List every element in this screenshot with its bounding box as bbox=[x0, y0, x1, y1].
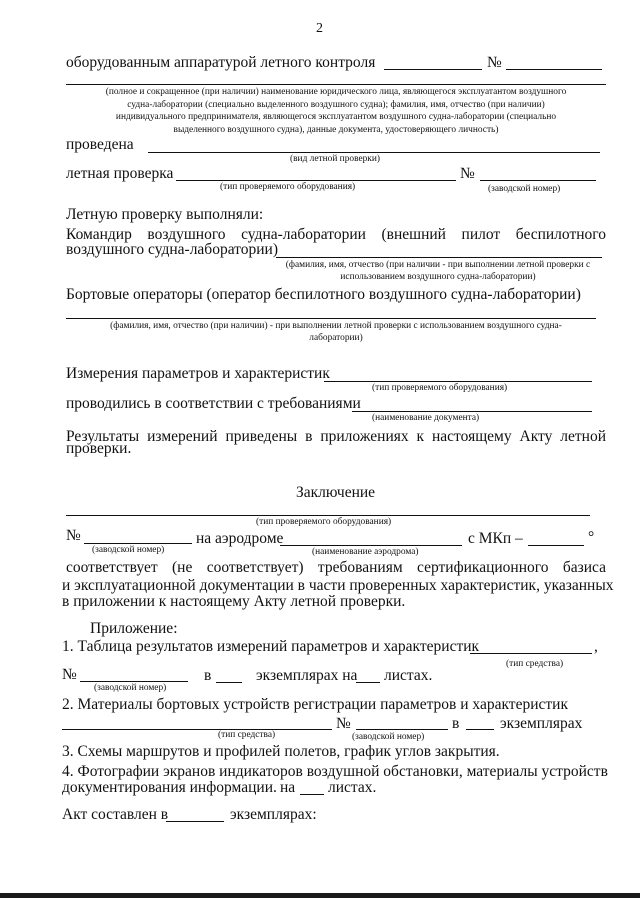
results-line-1: Результаты измерений приведены в приложениях к настоящему Акту летной bbox=[66, 428, 606, 445]
airfield-caption: (наименование аэродрома) bbox=[312, 547, 419, 557]
measurements-label: Измерения параметров и характеристик bbox=[66, 365, 330, 382]
header-equipment-text: оборудованным аппаратурой летного контроля bbox=[66, 54, 376, 71]
appendix-1-copies-on: экземплярах на bbox=[256, 667, 358, 684]
appendix-item-4-line-2a: документирования информации. bbox=[62, 779, 277, 796]
fill-line-serial-1 bbox=[80, 681, 188, 682]
serial-caption-2: (заводской номер) bbox=[352, 732, 425, 742]
tool-type-caption-2: (тип средства) bbox=[218, 730, 276, 740]
header-number-sign: № bbox=[487, 54, 502, 71]
fill-line-copies-2 bbox=[466, 729, 494, 730]
operator-caption-line: выделенного воздушного судна), данные документа, удостоверяющего личность) bbox=[173, 124, 499, 135]
scan-bottom-edge bbox=[0, 893, 640, 898]
conclusion-body-line-2: и эксплуатационной документации в части проверенных характеристик, указанных bbox=[62, 577, 614, 594]
fill-line-document bbox=[352, 411, 592, 412]
fill-line-check-type bbox=[148, 152, 600, 153]
at-airfield-label: на аэродроме bbox=[196, 530, 284, 547]
fill-line-copies-1 bbox=[216, 682, 242, 683]
fill-line-aircraft bbox=[384, 69, 482, 70]
performers-heading: Летную проверку выполняли: bbox=[66, 206, 264, 223]
commander-line-2: воздушного судна-лаборатории) bbox=[66, 241, 278, 258]
appendix-item-1-comma: , bbox=[594, 638, 598, 655]
tool-type-caption-1: (тип средства) bbox=[506, 659, 564, 669]
flight-check-number-sign: № bbox=[460, 165, 475, 182]
conducted-label: проведена bbox=[66, 136, 134, 153]
fill-line-commander bbox=[276, 257, 602, 258]
fill-line-sheets-1 bbox=[356, 682, 380, 683]
fill-line-tool-type-2 bbox=[62, 729, 332, 730]
document-caption: (наименование документа) bbox=[372, 413, 480, 423]
appendix-item-4-line-2c: листах. bbox=[328, 779, 377, 796]
operator-caption-line: (полное и сокращенное (при наличии) наименование юридического лица, являющегося эксплуатантом воздушного bbox=[105, 87, 567, 97]
onboard-operators-label: Бортовые операторы (оператор беспилотного воздушного судна-лаборатории) bbox=[66, 286, 581, 303]
appendix-item-4-line-1: 4. Фотографии экранов индикаторов воздушной обстановки, материалы устройств bbox=[62, 763, 608, 780]
fill-line-serial-2 bbox=[356, 729, 448, 730]
fill-line-operator bbox=[66, 84, 606, 85]
onboard-operators-caption bbox=[66, 320, 606, 344]
fill-line-mkp bbox=[528, 545, 584, 546]
commander-line-1: Командир воздушного судна-лаборатории (внешний пилот беспилотного bbox=[66, 226, 606, 243]
conclusion-number-sign: № bbox=[66, 527, 81, 544]
equipment-type-caption: (тип проверяемого оборудования) bbox=[220, 182, 356, 192]
appendix-item-2: 2. Материалы бортовых устройств регистрации параметров и характеристик bbox=[62, 696, 568, 713]
degree-sign: ° bbox=[588, 529, 595, 546]
appendix-heading: Приложение: bbox=[90, 620, 178, 637]
fill-line-tool-type-1 bbox=[470, 653, 592, 654]
operators-caption-line: лаборатории) bbox=[309, 333, 363, 343]
commander-caption bbox=[270, 259, 606, 283]
results-line-2: проверки. bbox=[66, 440, 132, 457]
measured-equipment-caption: (тип проверяемого оборудования) bbox=[372, 383, 508, 393]
commander-caption-line: (фамилия, имя, отчество (при наличии - при выполнении летной проверки с bbox=[285, 260, 591, 270]
act-copies-label: экземплярах: bbox=[230, 806, 317, 823]
appendix-1-in: в bbox=[204, 667, 212, 684]
operators-caption-line: (фамилия, имя, отчество (при наличии) - при выполнении летной проверки с использованием воздушного судна- bbox=[110, 321, 562, 331]
serial-caption-1: (заводской номер) bbox=[94, 683, 167, 693]
flight-check-label: летная проверка bbox=[66, 165, 174, 182]
conclusion-serial-caption: (заводской номер) bbox=[92, 545, 165, 555]
fill-line-onboard-operators bbox=[66, 318, 596, 319]
fill-line-equipment-type bbox=[176, 180, 456, 181]
fill-line-act-copies bbox=[166, 821, 224, 822]
check-type-caption: (вид летной проверки) bbox=[290, 154, 380, 164]
conclusion-equipment-caption: (тип проверяемого оборудования) bbox=[256, 517, 392, 527]
appendix-item-1: 1. Таблица результатов измерений параметров и характеристик bbox=[62, 638, 480, 655]
serial-caption: (заводской номер) bbox=[488, 184, 561, 194]
act-compiled-label: Акт составлен в bbox=[62, 806, 169, 823]
appendix-1-number-sign: № bbox=[62, 666, 77, 683]
appendix-2-in: в bbox=[452, 715, 460, 732]
operator-caption-line: индивидуального предпринимателя, являющегося эксплуатантом воздушного судна-лаборатории (специально bbox=[115, 112, 557, 122]
conclusion-heading: Заключение bbox=[296, 484, 376, 501]
fill-line-serial bbox=[480, 180, 596, 181]
appendix-1-sheets: листах. bbox=[384, 667, 433, 684]
operator-caption-line: судна-лаборатории (специально выделенного воздушного судна); фамилия, имя, отчество (при наличии) bbox=[127, 99, 545, 110]
appendix-2-number-sign: № bbox=[336, 715, 351, 732]
fill-line-aircraft-number bbox=[506, 69, 602, 70]
appendix-item-4-line-2b: на bbox=[280, 779, 296, 796]
appendix-item-3: 3. Схемы маршрутов и профилей полетов, график углов закрытия. bbox=[62, 743, 500, 760]
fill-line-airfield bbox=[280, 545, 462, 546]
conclusion-body-line-1: соответствует (не соответствует) требованиям сертификационного базиса bbox=[66, 559, 606, 576]
fill-line-conclusion-serial bbox=[84, 543, 192, 544]
appendix-2-copies: экземплярах bbox=[500, 715, 583, 732]
fill-line-sheets-4 bbox=[300, 794, 324, 795]
fill-line-measured-equipment bbox=[324, 381, 592, 382]
operator-caption bbox=[66, 86, 606, 136]
commander-caption-line: использованием воздушного судна-лаборатории) bbox=[340, 272, 536, 282]
conclusion-body-line-3: в приложении к настоящему Акту летной проверки. bbox=[62, 593, 406, 610]
fill-line-conclusion-equipment bbox=[66, 515, 590, 516]
requirements-label: проводились в соответствии с требованиями bbox=[66, 395, 361, 412]
mkp-label: с МКп – bbox=[468, 530, 523, 547]
page-number: 2 bbox=[316, 21, 323, 36]
